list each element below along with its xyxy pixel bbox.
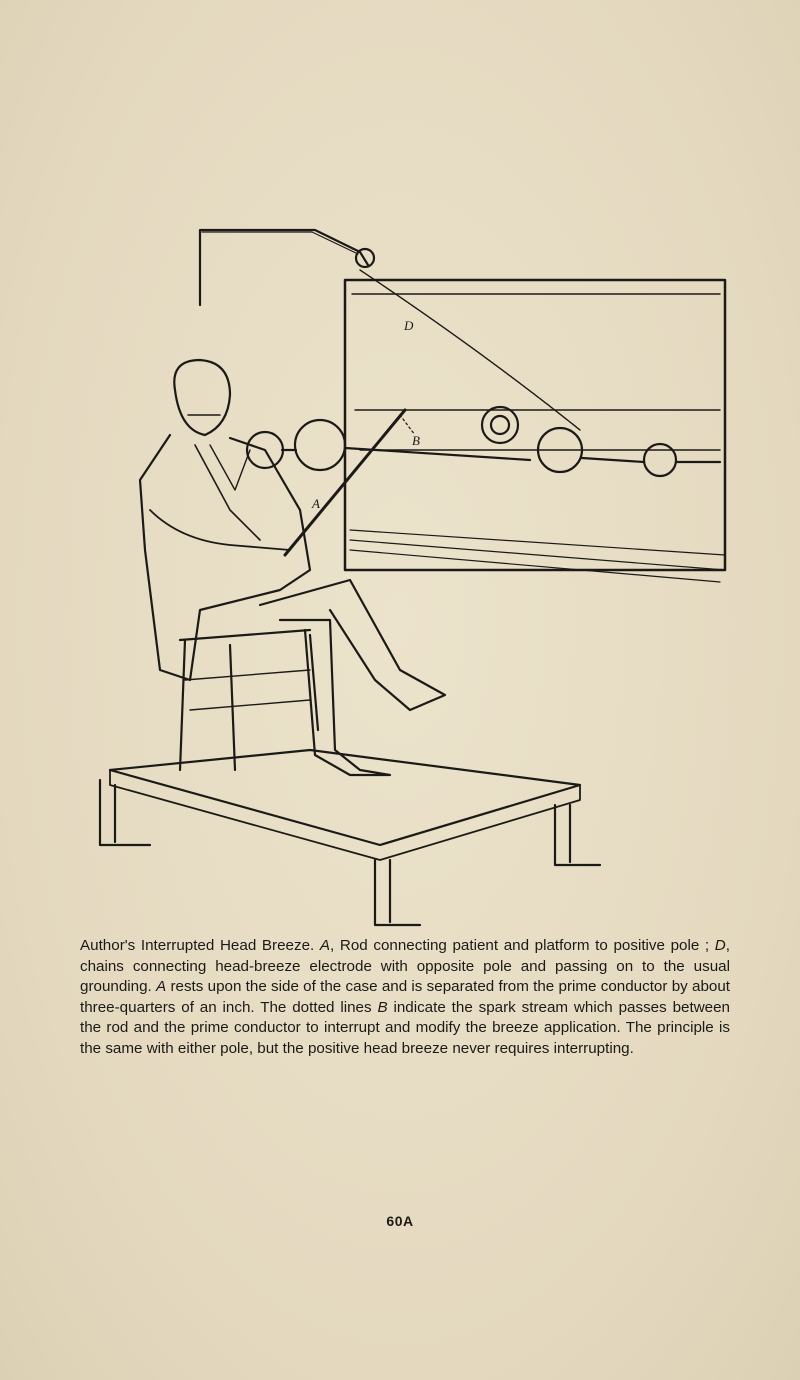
page-number: 60A [386,1213,414,1229]
label-a: A [312,496,320,511]
caption-letter-a: A [319,937,331,954]
conductor-ball-mid [295,420,345,470]
platform-leg-right [555,805,600,865]
chair [180,630,318,770]
conductor-ball-far [644,444,676,476]
patient-legs [260,580,445,710]
caption-text-1: , Rod connecting patient and platform to positive pole ; [330,937,715,954]
overhead-arm [200,230,368,305]
platform-leg-front [375,860,420,925]
engraving [60,210,760,930]
caption-text-3: rests upon the side of the case and is separated from the prime conductor by about three-quarters of an inch. The dotted lines [80,978,731,1016]
caption-text-2: , chains connecting head-breeze electrode with opposite pole and passing on to the usual grounding. [80,937,730,995]
figure-caption [80,936,730,1059]
label-b: B [412,433,420,448]
head-electrode [356,249,374,267]
caption-letter-d: D [714,937,726,954]
caption-title: Author's Interrupted Head Breeze. [80,937,315,954]
caption-letter-a2: A [156,978,167,995]
caption-text-4: indicate the spark stream which passes between the rod and the prime conductor to interrupt and modify the breeze application. The principle is the same with either pole, but the positive head breeze never requires interrupting. [80,998,730,1057]
discharger-ball [482,407,518,443]
caption-letter-b: B [377,998,388,1016]
illustration-head-breeze [60,210,760,930]
patient-head [174,360,230,435]
machine-case [345,280,725,570]
spark-stream-b [400,415,415,435]
label-d: D [404,318,414,333]
